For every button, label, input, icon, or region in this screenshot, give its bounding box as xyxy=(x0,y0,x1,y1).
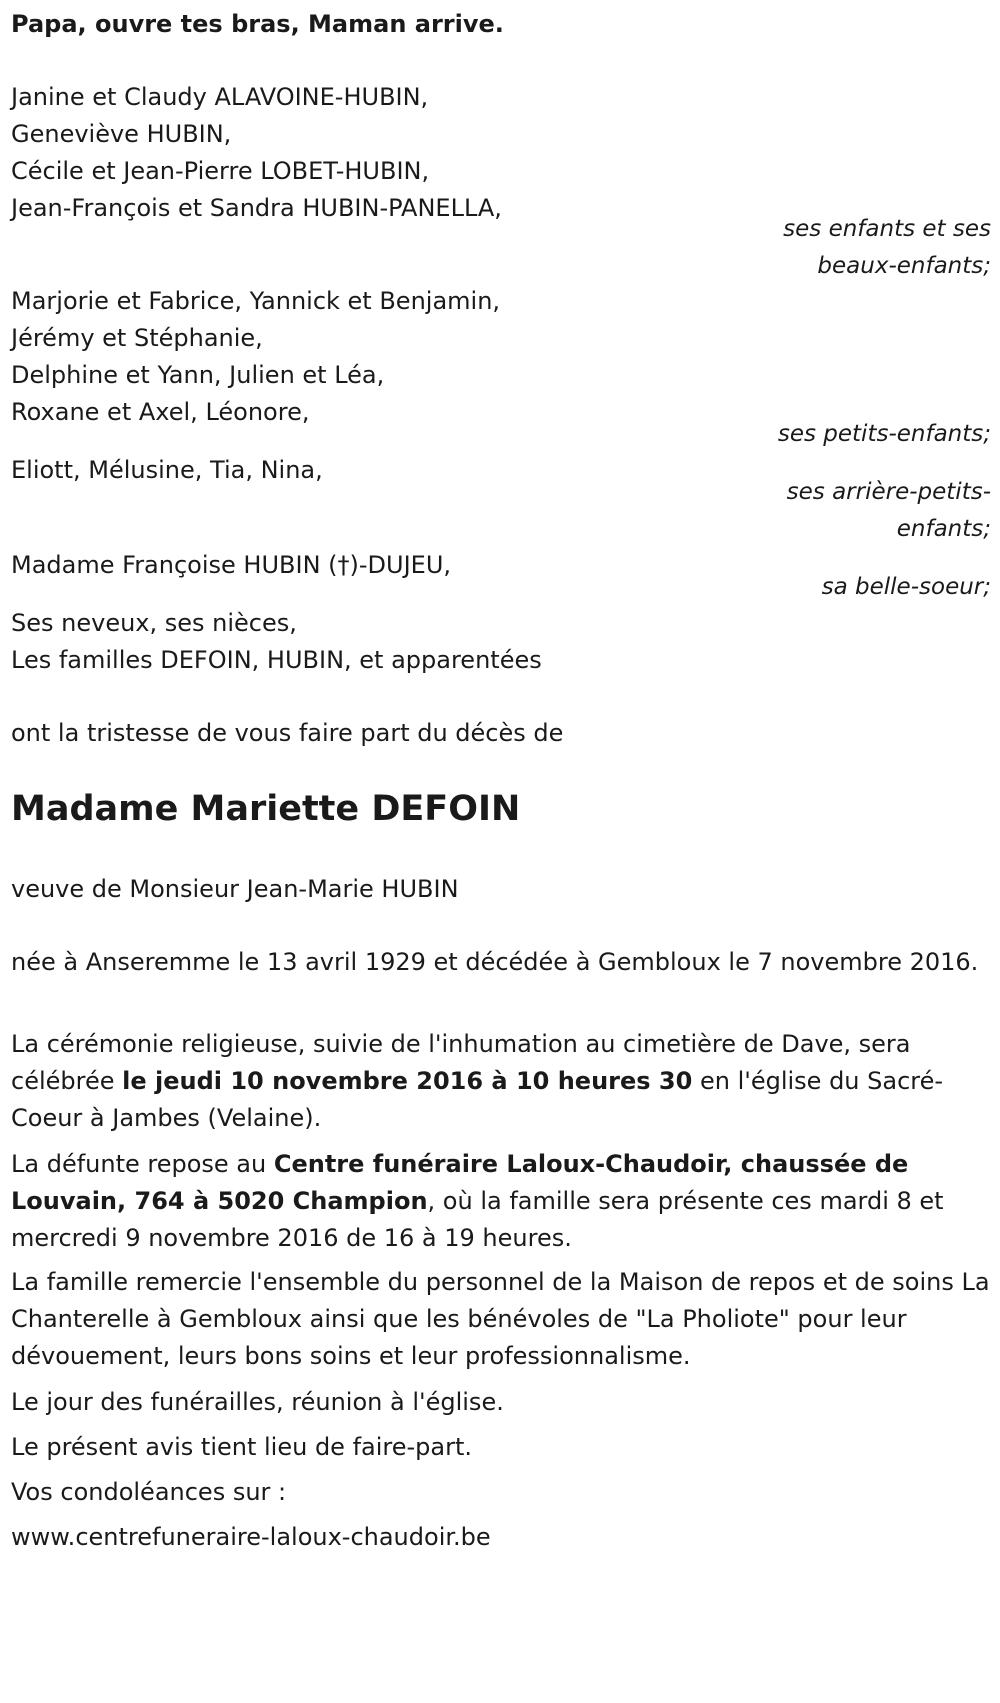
website-link[interactable]: www.centrefuneraire-laloux-chaudoir.be xyxy=(11,1523,491,1551)
family-line: Jean-François et Sandra HUBIN-PANELLA, xyxy=(11,194,502,222)
family-line: Ses neveux, ses nièces, xyxy=(11,609,297,637)
family-line: Eliott, Mélusine, Tia, Nina, xyxy=(11,456,323,484)
obituary-notice xyxy=(11,0,991,1703)
repose-location: Centre funéraire Laloux-Chaudoir, chaussée de Louvain, 764 à 5020 Champion xyxy=(11,1150,909,1215)
family-line: Janine et Claudy ALAVOINE-HUBIN, xyxy=(11,83,429,111)
repose-text: , où la famille sera présente ces mardi 8 et mercredi 9 novembre 2016 de 16 à 19 heures. xyxy=(11,1187,944,1252)
widow-of: veuve de Monsieur Jean-Marie HUBIN xyxy=(11,875,459,903)
ceremony-text: La cérémonie religieuse, suivie de l'inhumation au cimetière de Dave, sera célébrée xyxy=(11,1030,911,1095)
ceremony-text: en l'église du Sacré-Coeur à Jambes (Velaine). xyxy=(11,1067,944,1132)
family-line: Madame Françoise HUBIN (†)-DUJEU, xyxy=(11,551,452,579)
epigraph: Papa, ouvre tes bras, Maman arrive. xyxy=(11,10,504,38)
notice: Le présent avis tient lieu de faire-part. xyxy=(11,1433,473,1461)
family-line: Jérémy et Stéphanie, xyxy=(11,324,263,352)
ceremony-date: le jeudi 10 novembre 2016 à 10 heures 30 xyxy=(122,1067,693,1095)
birth-death: née à Anseremme le 13 avril 1929 et décédée à Gembloux le 7 novembre 2016. xyxy=(11,948,979,976)
family-line: Roxane et Axel, Léonore, xyxy=(11,398,310,426)
family-line: Les familles DEFOIN, HUBIN, et apparentées xyxy=(11,646,542,674)
announcement: ont la tristesse de vous faire part du décès de xyxy=(11,719,564,747)
family-line: Marjorie et Fabrice, Yannick et Benjamin, xyxy=(11,287,501,315)
family-role-grandchildren: ses petits-enfants; xyxy=(777,421,991,447)
deceased-name: Madame Mariette DEFOIN xyxy=(11,789,521,829)
repose-paragraph xyxy=(11,1146,991,1257)
family-line: Cécile et Jean-Pierre LOBET-HUBIN, xyxy=(11,157,430,185)
funeral-day: Le jour des funérailles, réunion à l'église. xyxy=(11,1388,504,1416)
repose-text: La défunte repose au xyxy=(11,1150,274,1178)
condolences-label: Vos condoléances sur : xyxy=(11,1478,287,1506)
thanks-paragraph: La famille remercie l'ensemble du personnel de la Maison de repos et de soins La Chanterelle à Gembloux ainsi que les bénévoles de "La Pholiote" pour leur dévouement, leurs bons soins et leur professionnalisme. xyxy=(11,1268,990,1370)
family-line: Delphine et Yann, Julien et Léa, xyxy=(11,361,385,389)
family-line: Geneviève HUBIN, xyxy=(11,120,232,148)
ceremony-paragraph xyxy=(11,1026,991,1137)
family-role-great-grandchildren: ses arrière-petits-enfants; xyxy=(786,479,991,542)
family-role-children: ses enfants et ses beaux-enfants; xyxy=(783,216,991,279)
family-role-sister-in-law: sa belle-soeur; xyxy=(821,574,991,600)
